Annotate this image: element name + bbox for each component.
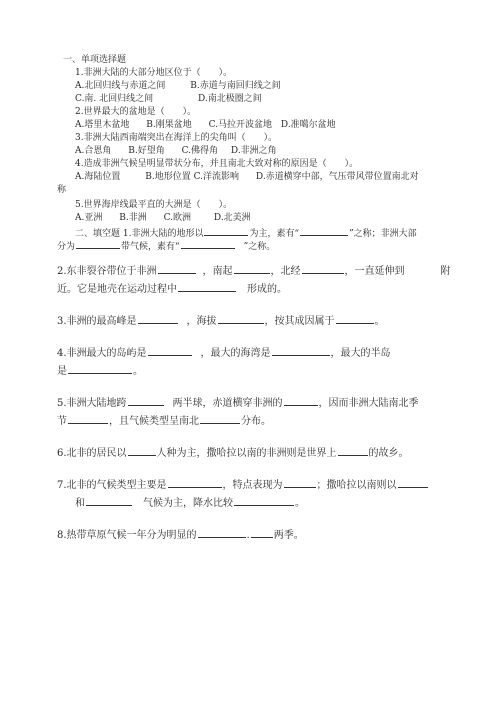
option-a[interactable]: A.亚洲 bbox=[75, 213, 103, 223]
text: ”之称；非洲大部 bbox=[349, 229, 417, 239]
answer-blank[interactable] bbox=[336, 314, 374, 324]
option-a[interactable]: A.北回归线与赤道之间 bbox=[75, 81, 166, 91]
option-d[interactable]: D.准噶尔盆地 bbox=[280, 120, 336, 130]
question-5-stem: 5.世界海岸线最平直的大洲是（ ）。 bbox=[75, 200, 233, 210]
option-d[interactable]: D.赤道横穿中部，气压带风带位置南北对 bbox=[255, 172, 419, 182]
text: 2.东非裂谷带位于非洲 bbox=[57, 266, 157, 277]
question-1-stem: 1.非洲大陆的大部分地区位于（ ）。 bbox=[75, 68, 233, 78]
text: ，南起 bbox=[202, 266, 233, 277]
option-c[interactable]: C.马拉开波盆地 bbox=[208, 120, 273, 130]
answer-blank[interactable] bbox=[398, 478, 428, 488]
question-2-options bbox=[75, 119, 336, 131]
option-a[interactable]: A.合恩角 bbox=[75, 146, 112, 156]
answer-blank[interactable] bbox=[68, 414, 108, 424]
option-c[interactable]: C.佛得角 bbox=[181, 146, 219, 156]
question-4-options bbox=[75, 171, 419, 183]
option-b[interactable]: B.刚果盆地 bbox=[146, 120, 192, 130]
option-d[interactable]: D.南北极圈之间 bbox=[198, 94, 262, 104]
question-2-stem: 2.世界最大的盆地是（ ）。 bbox=[75, 107, 197, 117]
fill-question-4-line2 bbox=[57, 364, 143, 378]
option-a[interactable]: A.海陆位置 bbox=[75, 172, 121, 182]
text: ，一直延伸到 bbox=[344, 266, 405, 277]
text: 的故乡。 bbox=[368, 448, 409, 459]
answer-blank[interactable] bbox=[68, 364, 132, 374]
option-b[interactable]: B.好望角 bbox=[128, 146, 165, 156]
option-b[interactable]: B.地形位置 bbox=[145, 172, 191, 182]
answer-blank[interactable] bbox=[204, 226, 248, 236]
option-b[interactable]: B.非洲 bbox=[119, 213, 147, 223]
option-a[interactable]: A.塔里木盆地 bbox=[75, 120, 130, 130]
option-c[interactable]: C.洋流影响 bbox=[193, 172, 240, 182]
section-title-choice: 一、单项选择题 bbox=[63, 55, 127, 65]
question-1-options-row2 bbox=[75, 93, 262, 105]
answer-blank[interactable] bbox=[234, 496, 294, 506]
text: . bbox=[246, 530, 250, 541]
text: ，最大的海湾是 bbox=[200, 348, 271, 359]
answer-blank[interactable] bbox=[284, 396, 318, 406]
fill-question-2-line2 bbox=[57, 282, 287, 296]
text: 气候为主，降水比较 bbox=[143, 498, 233, 509]
answer-blank[interactable] bbox=[284, 478, 316, 488]
answer-blank[interactable] bbox=[128, 446, 156, 456]
text: 附 bbox=[440, 266, 451, 277]
text: 为主，素有“ bbox=[249, 229, 300, 239]
fill-question-2-line1 bbox=[57, 264, 451, 278]
fill-question-6 bbox=[57, 446, 409, 460]
fill-question-4-line1 bbox=[57, 346, 391, 360]
answer-blank[interactable] bbox=[272, 346, 330, 356]
text: 5.非洲大陆地跨 bbox=[57, 398, 127, 409]
text: ，海拔 bbox=[186, 316, 217, 327]
text: 节 bbox=[57, 416, 67, 427]
text: 带气候，素有“ bbox=[121, 242, 180, 252]
answer-blank[interactable] bbox=[198, 528, 246, 538]
text: 和 bbox=[75, 498, 85, 509]
text: 分布。 bbox=[241, 416, 271, 427]
text: 8.热带草原气候一年分为明显的 bbox=[57, 530, 197, 541]
answer-blank[interactable] bbox=[302, 264, 344, 274]
section-title-fill: 二、填空题 1.非洲大陆的地形以 bbox=[75, 229, 204, 239]
text: 4.非洲最大的岛屿是 bbox=[57, 348, 147, 359]
answer-blank[interactable] bbox=[168, 478, 222, 488]
text: ，因而非洲大陆南北季 bbox=[318, 398, 419, 409]
question-3-stem: 3.非洲大陆西南端突出在海洋上的尖角叫（ ）。 bbox=[75, 133, 278, 143]
text: 7.北非的气候类型主要是 bbox=[57, 480, 167, 491]
question-1-options-row1 bbox=[75, 80, 281, 92]
answer-blank[interactable] bbox=[234, 264, 270, 274]
text: 。 bbox=[295, 498, 305, 509]
fill-question-3 bbox=[57, 314, 385, 328]
text: 两季。 bbox=[273, 530, 304, 541]
text: 近。它是地壳在运动过程中 bbox=[57, 284, 177, 295]
fill-question-5-line1 bbox=[57, 396, 419, 410]
text: ；撒哈拉以南则以 bbox=[316, 480, 397, 491]
answer-blank[interactable] bbox=[128, 396, 164, 406]
answer-blank[interactable] bbox=[300, 226, 348, 236]
text: 。 bbox=[133, 366, 143, 377]
text: ，且气候类型呈南北 bbox=[109, 416, 199, 427]
answer-blank[interactable] bbox=[86, 496, 132, 506]
text: 两半球，赤道横穿非洲的 bbox=[172, 398, 283, 409]
text: 是 bbox=[57, 366, 67, 377]
answer-blank[interactable] bbox=[251, 528, 273, 538]
fill-question-5-line2 bbox=[57, 414, 271, 428]
answer-blank[interactable] bbox=[218, 314, 264, 324]
answer-blank[interactable] bbox=[181, 239, 235, 249]
question-4-option-d-wrap: 称 bbox=[57, 185, 67, 195]
answer-blank[interactable] bbox=[76, 239, 120, 249]
option-b[interactable]: B.赤道与南回归线之间 bbox=[190, 81, 281, 91]
option-c[interactable]: C.欧洲 bbox=[163, 213, 192, 223]
fill-question-7-line2 bbox=[75, 496, 305, 510]
answer-blank[interactable] bbox=[138, 314, 178, 324]
text: 形成的。 bbox=[247, 284, 287, 295]
question-3-options bbox=[75, 145, 277, 157]
answer-blank[interactable] bbox=[200, 414, 240, 424]
text: ”之称。 bbox=[243, 242, 276, 252]
text: 分为 bbox=[57, 242, 76, 252]
fill-question-1-line1 bbox=[75, 226, 417, 240]
text: ，特点表现为 bbox=[222, 480, 283, 491]
text: 6.北非的居民以 bbox=[57, 448, 127, 459]
fill-question-1-line2 bbox=[57, 239, 275, 253]
text: 。 bbox=[374, 316, 385, 327]
option-c[interactable]: C.南. 北回归线之间 bbox=[75, 94, 154, 104]
answer-blank[interactable] bbox=[178, 282, 236, 292]
answer-blank[interactable] bbox=[338, 446, 368, 456]
answer-blank[interactable] bbox=[158, 264, 196, 274]
option-d[interactable]: D.北美洲 bbox=[213, 213, 251, 223]
answer-blank[interactable] bbox=[148, 346, 192, 356]
option-d[interactable]: D.非洲之角 bbox=[230, 146, 277, 156]
fill-question-7-line1 bbox=[57, 478, 429, 492]
fill-question-8 bbox=[57, 528, 304, 542]
text: 人种为主，撒哈拉以南的非洲则是世界上 bbox=[156, 448, 337, 459]
text: 3.非洲的最高峰是 bbox=[57, 316, 137, 327]
question-5-options bbox=[75, 212, 251, 224]
question-4-stem: 4.造成非洲气候呈明显带状分布，并且南北大致对称的原因是（ ）。 bbox=[75, 159, 359, 169]
text: ，按其成因属于 bbox=[264, 316, 335, 327]
text: ，最大的半岛 bbox=[330, 348, 391, 359]
text: ，北经 bbox=[270, 266, 301, 277]
